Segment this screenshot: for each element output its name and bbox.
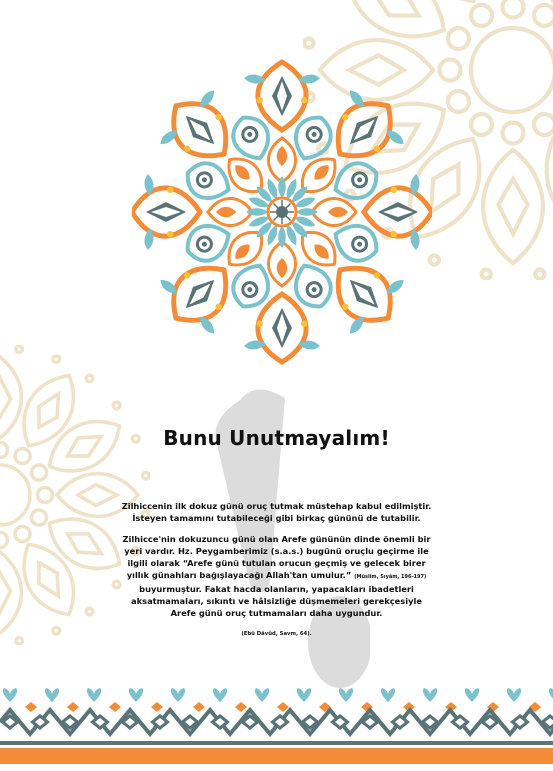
body-text	[100, 500, 453, 649]
paragraph-2	[100, 533, 453, 619]
citation: (Ebû Dâvûd, Savm, 64).	[241, 631, 312, 637]
text-line: yeri vardır. Hz. Peygamberimiz (s.a.s.) bugünü oruçlu geçirme ile	[124, 546, 429, 556]
text-line: Zilhiccenin ilk dokuz günü oruç tutmak müstehap kabul edilmiştir.	[121, 501, 432, 511]
mandala-ornament	[132, 36, 432, 388]
text-line: buyurmuştur. Fakat hacda olanların, yapacakları ibadetleri	[139, 584, 414, 594]
page-title: Bunu Unutmayalım!	[163, 426, 390, 450]
text-line: ilgili olarak “Arefe günü tutulan orucun geçmiş ve gelecek birer	[127, 558, 426, 568]
text-line: Zilhicce'nin dokuzuncu günü olan Arefe gününün dinde önemli bir	[122, 534, 431, 544]
geometric-border-icon	[0, 688, 553, 771]
text-line: yıllık günahları bağışlayacağı Allah'tan umulur.”	[126, 570, 352, 580]
text-line: İsteyen tamamını tutabileceği gibi birkaç gününü de tutabilir.	[132, 513, 421, 523]
text-line: Arefe günü oruç tutmamaları daha uygundur.	[170, 608, 383, 618]
paragraph-1	[100, 500, 453, 524]
text-line: aksatmamaları, sıkıntı ve hâlsizliğe düşmemeleri gerekçesiyle	[131, 596, 422, 606]
citation: (Müslim, Sıyâm, 196-197)	[354, 574, 427, 580]
